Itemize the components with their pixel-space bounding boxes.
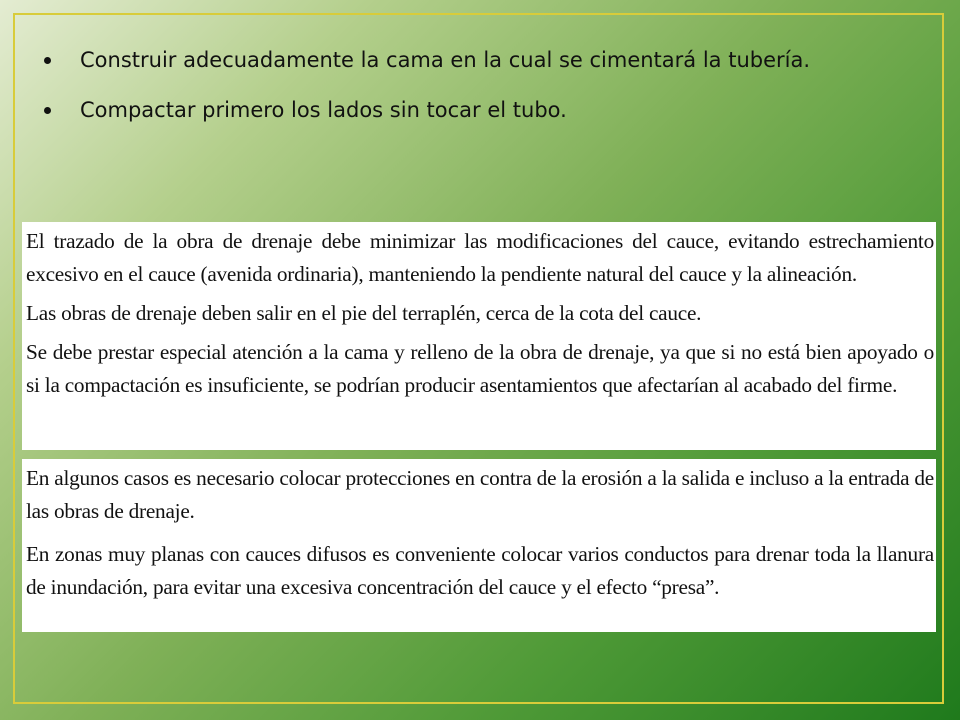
- bullet-list: [40, 42, 910, 128]
- bullet-item-cama: [40, 42, 910, 78]
- bullet-text: Construir adecuadamente la cama en la cual se cimentará la tubería.: [80, 48, 811, 72]
- excerpt-panel-bottom: [22, 459, 936, 632]
- excerpt-paragraph: En algunos casos es necesario colocar protecciones en contra de la erosión a la salida e incluso a la entrada de las obras de drenaje.: [26, 466, 934, 523]
- bullet-text: Compactar primero los lados sin tocar el tubo.: [80, 98, 567, 122]
- excerpt-paragraph: El trazado de la obra de drenaje debe minimizar las modificaciones del cauce, evitando estrechamiento excesivo en el cauce (avenida ordinaria), manteniendo la pendiente natural del cauce y la alineación.: [26, 229, 934, 286]
- excerpt-paragraph: Las obras de drenaje deben salir en el pie del terraplén, cerca de la cota del cauce.: [26, 301, 702, 325]
- bullet-dot-icon: [44, 57, 51, 64]
- bullet-item-compactar: [40, 92, 910, 128]
- excerpt-panel-top: [22, 222, 936, 450]
- bullet-dot-icon: [44, 107, 51, 114]
- excerpt-paragraph: En zonas muy planas con cauces difusos es conveniente colocar varios conductos para drenar toda la llanura de inundación, para evitar una excesiva concentración del cauce y el efecto “presa”.: [26, 542, 934, 599]
- excerpt-paragraph: Se debe prestar especial atención a la cama y relleno de la obra de drenaje, ya que si no está bien apoyado o si la compactación es insuficiente, se podrían producir asentamientos que afectarían al acabado del firme.: [26, 340, 934, 397]
